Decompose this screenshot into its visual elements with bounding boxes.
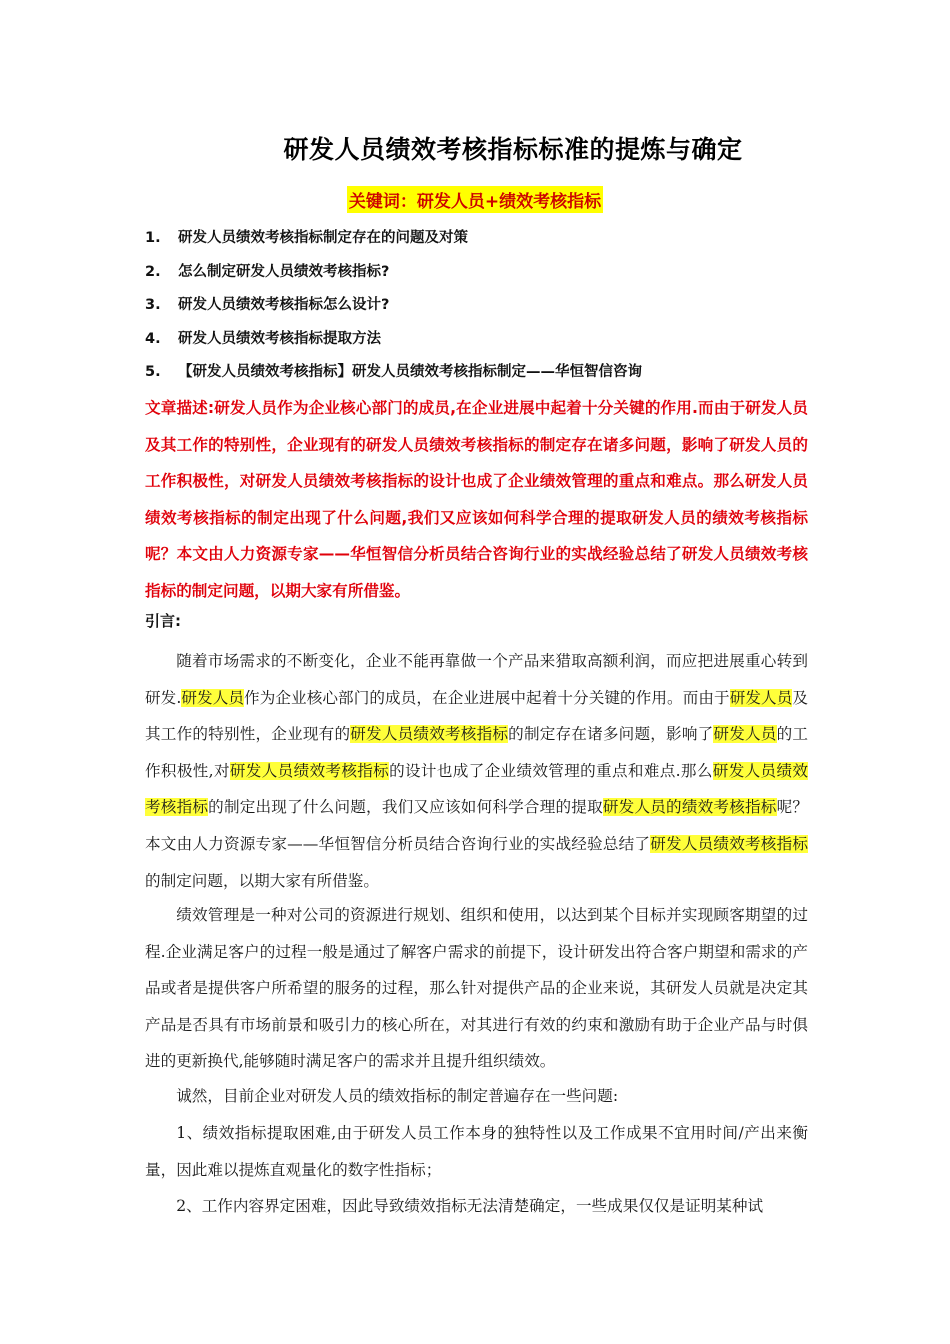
performance-management-paragraph: 绩效管理是一种对公司的资源进行规划、组织和使用，以达到某个目标并实现顾客期望的过程.企业满足客户的过程一般是通过了解客户需求的前提下，设计研发出符合客户期望和需求的产品或者是提供客户所希望的服务的过程，那么针对提供产品的企业来说，其研发人员就是决定其产品是否具有市场前景和吸引力的核心所在，对其进行有效的约束和激励有助于企业产品与时俱进的更新换代,能够随时满足客户的需求并且提升组织绩效。 (145, 906, 808, 1071)
intro-paragraph (145, 643, 808, 899)
highlight-run: 研发人员 (181, 688, 245, 707)
toc-number: 1. (145, 230, 161, 246)
text-run: 及其工作的特别性，企业现有的 (145, 688, 808, 744)
toc-number: 2. (145, 263, 161, 280)
toc-text: 【研发人员绩效考核指标】研发人员绩效考核指标制定——华恒智信咨询 (178, 364, 642, 380)
toc-number: 4. (145, 330, 161, 347)
toc-item (145, 360, 815, 394)
highlight-run: 研发人员绩效考核指标 (650, 834, 808, 853)
text-run: 的制定问题，以期大家有所借鉴。 (145, 871, 379, 890)
keywords-highlight: 关键词：研发人员+绩效考核指标 (347, 186, 603, 213)
text-run: 呢？本文由人力资源专家——华恒智信分析员结合咨询行业的实战经验总结了 (145, 798, 808, 853)
toc-item (145, 260, 815, 294)
toc-text: 研发人员绩效考核指标提取方法 (178, 330, 381, 347)
text-run: 的设计也成了企业绩效管理的重点和难点.那么 (389, 761, 713, 780)
highlight-run: 研发人员绩效考核指标 (145, 761, 808, 817)
highlight-run: 研发人员绩效考核指标 (350, 725, 509, 744)
problems-intro-paragraph: 诚然，目前企业对研发人员的绩效指标的制定普遍存在一些问题: (176, 1087, 619, 1105)
problem-item-2: 2、工作内容界定困难，因此导致绩效指标无法清楚确定，一些成果仅仅是证明某种试 (176, 1197, 764, 1215)
document-title: 研发人员绩效考核指标标准的提炼与确定 (283, 135, 743, 164)
highlight-run: 研发人员 (729, 688, 793, 707)
toc-text: 怎么制定研发人员绩效考核指标? (178, 263, 390, 280)
problem-item-1: 1、绩效指标提取困难,由于研发人员工作本身的独特性以及工作成果不宜用时间/产出来衡量，因此难以提炼直观量化的数字性指标； (145, 1124, 808, 1179)
highlight-run: 研发人员的绩效考核指标 (602, 798, 777, 817)
toc-text: 研发人员绩效考核指标制定存在的问题及对策 (178, 230, 468, 246)
text-run: 的制定存在诸多问题，影响了 (508, 725, 714, 744)
keywords-line (143, 186, 807, 213)
text-run: 随着市场需求的不断变化，企业不能再靠做一个产品来猎取高额利润，而应把进展重心转到研发. (145, 652, 808, 707)
text-run: 的工作积极性,对 (145, 725, 808, 780)
toc-item (145, 293, 815, 327)
toc-number: 3. (145, 297, 161, 313)
toc-item (145, 226, 815, 260)
article-description: 文章描述:研发人员作为企业核心部门的成员,在企业进展中起着十分关键的作用.而由于研发人员及其工作的特别性，企业现有的研发人员绩效考核指标的制定存在诸多问题，影响了研发人员的工作积极性，对研发人员绩效考核指标的设计也成了企业绩效管理的重点和难点。那么研发人员绩效考核指标的制定出现了什么问题,我们又应该如何科学合理的提取研发人员的绩效考核指标呢？本文由人力资源专家——华恒智信分析员结合咨询行业的实战经验总结了研发人员绩效考核指标的制定问题，以期大家有所借鉴。 (145, 399, 808, 600)
toc-text: 研发人员绩效考核指标怎么设计? (178, 297, 390, 313)
toc-number: 5. (145, 364, 161, 380)
toc-item (145, 327, 815, 361)
highlight-run: 研发人员绩效考核指标 (229, 761, 390, 780)
highlight-run: 研发人员 (713, 725, 777, 744)
intro-label: 引言: (145, 612, 181, 630)
table-of-contents (145, 226, 815, 394)
text-run: 的制定出现了什么问题，我们又应该如何科学合理的提取 (208, 798, 603, 817)
text-run: 作为企业核心部门的成员，在企业进展中起着十分关键的作用。而由于 (244, 688, 730, 707)
